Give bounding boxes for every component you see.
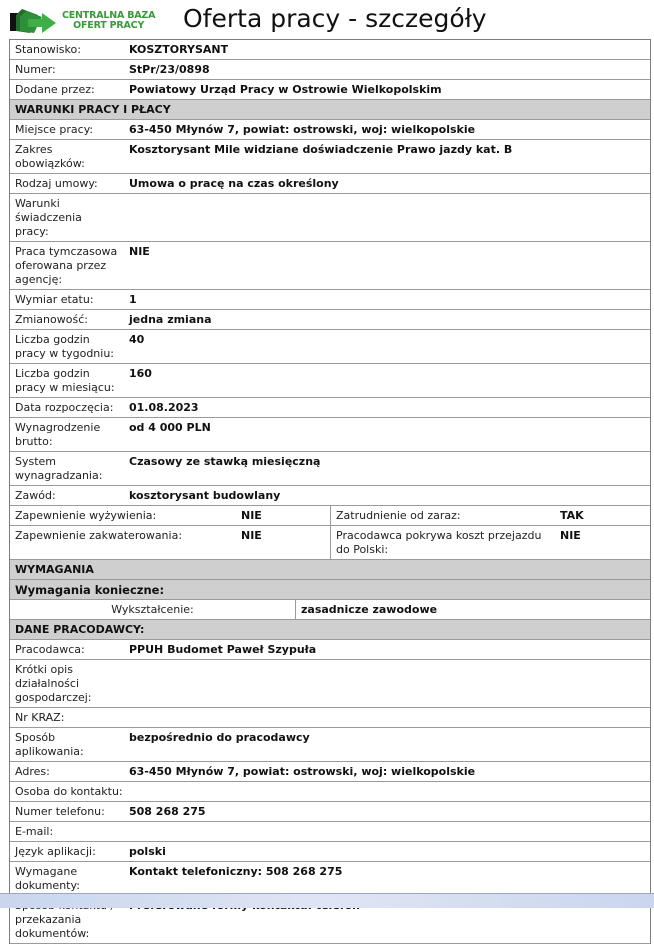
- field-value: jedna zmiana: [129, 313, 212, 326]
- field-label: Liczba godzin pracy w tygodniu:: [15, 333, 115, 360]
- row-zawod: [10, 486, 650, 506]
- row-numer-telefonu: [10, 802, 650, 822]
- field-label: Warunki świadczenia pracy:: [15, 197, 82, 238]
- section-wymagania: WYMAGANIA: [10, 560, 650, 580]
- row-data-rozpoczecia: [10, 398, 650, 418]
- row-pracodawca: [10, 640, 650, 660]
- field-value: 01.08.2023: [129, 401, 199, 414]
- row-godziny-tydzien: [10, 330, 650, 364]
- field-value: Kontakt telefoniczny: 508 268 275: [129, 865, 343, 878]
- field-label: Numer telefonu:: [15, 805, 105, 818]
- viewer-bottom-bar: [0, 893, 654, 908]
- offer-details-table: [9, 39, 651, 944]
- field-label: Wymagane dokumenty:: [15, 865, 80, 892]
- field-value: Umowa o pracę na czas określony: [129, 177, 339, 190]
- field-value: [124, 660, 650, 707]
- field-label: System wynagradzania:: [15, 455, 103, 482]
- field-value: TAK: [560, 509, 584, 522]
- row-email: [10, 822, 650, 842]
- row-adres: [10, 762, 650, 782]
- field-label: Zapewnienie wyżywienia:: [15, 509, 157, 522]
- field-value: 160: [129, 367, 152, 380]
- row-stanowisko: [10, 40, 650, 60]
- field-label: Dodane przez:: [15, 83, 95, 96]
- row-warunki-swiadczenia: [10, 194, 650, 242]
- row-wynagrodzenie: [10, 418, 650, 452]
- row-sposob-aplikowania: [10, 728, 650, 762]
- row-system-wynagradzania: [10, 452, 650, 486]
- field-value: NIE: [129, 245, 150, 258]
- field-value: [124, 822, 650, 841]
- field-label: Zapewnienie zakwaterowania:: [15, 529, 183, 542]
- field-value: NIE: [560, 529, 581, 542]
- field-value: [124, 708, 650, 727]
- field-label: Wynagrodzenie brutto:: [15, 421, 101, 448]
- field-value: 40: [129, 333, 145, 346]
- field-label: Zawód:: [15, 489, 56, 502]
- field-label: Zakres obowiązków:: [15, 143, 85, 170]
- field-label: Wymiar etatu:: [15, 293, 94, 306]
- field-label: Wykształcenie:: [10, 600, 296, 619]
- field-value: kosztorysant budowlany: [129, 489, 281, 502]
- field-value: KOSZTORYSANT: [129, 43, 229, 56]
- field-label: Miejsce pracy:: [15, 123, 94, 136]
- row-wyzywienie-zatrudnienie: [10, 506, 650, 526]
- field-label: Liczba godzin pracy w miesiącu:: [15, 367, 115, 394]
- field-label: Numer:: [15, 63, 56, 76]
- row-dodane-przez: [10, 80, 650, 100]
- page-header: [0, 0, 654, 38]
- section-warunki: WARUNKI PRACY I PŁACY: [10, 100, 650, 120]
- row-rodzaj-umowy: [10, 174, 650, 194]
- field-value: zasadnicze zawodowe: [301, 603, 438, 616]
- field-value: 63-450 Młynów 7, powiat: ostrowski, woj: wielkopolskie: [129, 765, 476, 778]
- field-label: Osoba do kontaktu:: [15, 785, 123, 798]
- field-label: Zmianowość:: [15, 313, 88, 326]
- logo-icon: [8, 7, 58, 35]
- field-value: od 4 000 PLN: [129, 421, 211, 434]
- field-label: E-mail:: [15, 825, 54, 838]
- field-label: Pracodawca:: [15, 643, 85, 656]
- field-value: 63-450 Młynów 7, powiat: ostrowski, woj: wielkopolskie: [129, 123, 476, 136]
- field-label: przekazania dokumentów:: [15, 913, 90, 940]
- logo-text: [62, 11, 155, 31]
- field-label: Praca tymczasowa oferowana przez agencję:: [15, 245, 118, 286]
- logo-line-2: OFERT PRACY: [73, 20, 145, 31]
- field-value: PPUH Budomet Paweł Szypuła: [129, 643, 317, 656]
- field-value: Powiatowy Urząd Pracy w Ostrowie Wielkopolskim: [129, 83, 442, 96]
- row-godziny-miesiac: [10, 364, 650, 398]
- page-title: Oferta pracy - szczegóły: [183, 4, 487, 33]
- row-zakres-obowiazkow: [10, 140, 650, 174]
- field-label: Język aplikacji:: [15, 845, 96, 858]
- field-value: bezpośrednio do pracodawcy: [129, 731, 310, 744]
- row-opis-dzialalnosci: [10, 660, 650, 708]
- section-dane-pracodawcy: DANE PRACODAWCY:: [10, 620, 650, 640]
- field-label: Zatrudnienie od zaraz:: [336, 509, 461, 522]
- field-value: Czasowy ze stawką miesięczną: [129, 455, 321, 468]
- row-jezyk-aplikacji: [10, 842, 650, 862]
- row-wymiar-etatu: [10, 290, 650, 310]
- row-zakwaterowanie-przejazd: [10, 526, 650, 560]
- field-value: polski: [129, 845, 166, 858]
- field-value: [124, 194, 650, 241]
- field-label: Nr KRAZ:: [15, 711, 65, 724]
- field-label: Stanowisko:: [15, 43, 81, 56]
- row-wymagane-dokumenty: [10, 862, 650, 896]
- row-wyksztalcenie: [10, 600, 650, 620]
- field-value: 1: [129, 293, 137, 306]
- field-label: Data rozpoczęcia:: [15, 401, 114, 414]
- field-value: NIE: [241, 509, 262, 522]
- field-label: Pracodawca pokrywa koszt przejazdu do Polski:: [336, 529, 542, 556]
- row-miejsce-pracy: [10, 120, 650, 140]
- logo-line-1: CENTRALNA BAZA: [62, 10, 156, 21]
- field-label: Sposób aplikowania:: [15, 731, 84, 758]
- row-osoba-kontakt: [10, 782, 650, 802]
- subsection-wymagania-konieczne: Wymagania konieczne:: [10, 580, 650, 600]
- row-numer: [10, 60, 650, 80]
- logo[interactable]: [8, 7, 155, 35]
- field-value: NIE: [241, 529, 262, 542]
- field-value: 508 268 275: [129, 805, 206, 818]
- row-praca-tymczasowa: [10, 242, 650, 290]
- row-zmianowosc: [10, 310, 650, 330]
- field-value: StPr/23/0898: [129, 63, 210, 76]
- field-value: [128, 782, 650, 801]
- field-label: Adres:: [15, 765, 50, 778]
- field-label: Rodzaj umowy:: [15, 177, 98, 190]
- row-nr-kraz: [10, 708, 650, 728]
- field-label: Krótki opis działalności gospodarczej:: [15, 663, 92, 704]
- field-value: Kosztorysant Mile widziane doświadczenie Prawo jazdy kat. B: [129, 143, 513, 156]
